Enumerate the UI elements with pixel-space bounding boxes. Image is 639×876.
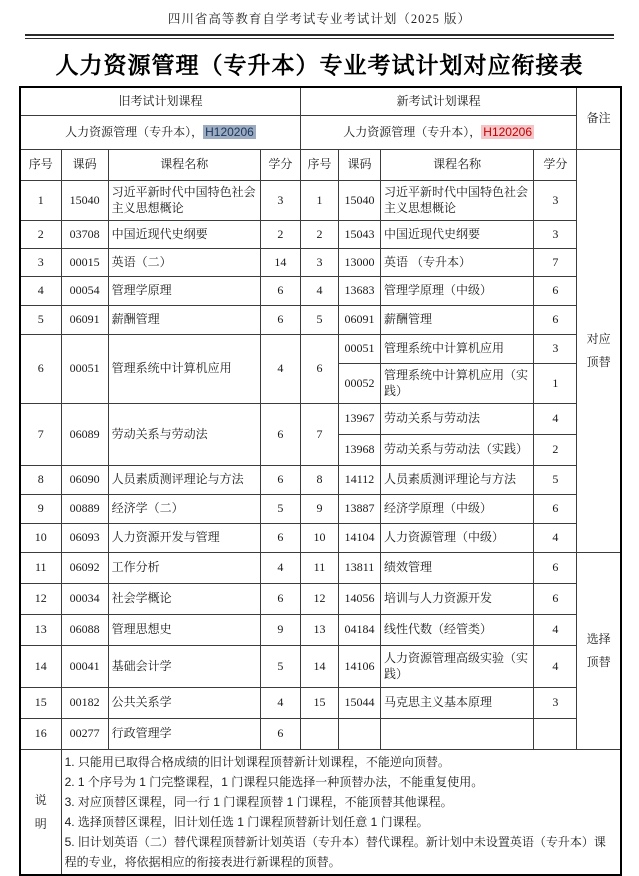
old-code: 06090 [61, 465, 108, 494]
old-num: 6 [20, 334, 61, 403]
old-course-name: 薪酬管理 [108, 305, 260, 334]
new-code-empty [338, 718, 380, 749]
page-title: 人力资源管理（专升本）专业考试计划对应衔接表 [55, 53, 584, 78]
old-credit: 6 [260, 276, 300, 305]
table-row [20, 718, 621, 749]
old-course-name: 基础会计学 [108, 645, 260, 687]
old-code: 06092 [61, 552, 108, 583]
new-course-name: 管理系统中计算机应用（实践） [381, 363, 534, 403]
new-num: 14 [300, 645, 338, 687]
section-header-row [20, 87, 621, 115]
remark-correspond-line2: 顶替 [586, 354, 611, 369]
table-row [20, 645, 621, 687]
new-course-name: 管理学原理（中级） [381, 276, 534, 305]
old-code: 03708 [61, 220, 108, 248]
new-num: 10 [300, 523, 338, 552]
new-credit: 6 [534, 305, 577, 334]
note-item-1: 1. 只能用已取得合格成绩的旧计划课程顶替新计划课程，不能逆向顶替。 [64, 754, 450, 769]
new-course-name: 劳动关系与劳动法 [381, 403, 534, 434]
new-credit: 4 [534, 403, 577, 434]
new-credit: 6 [534, 583, 577, 614]
old-code: 00041 [61, 645, 108, 687]
new-col-credit: 学分 [534, 149, 577, 180]
new-col-code: 课码 [338, 149, 380, 180]
new-credit: 4 [534, 523, 577, 552]
remark-correspond-line1: 对应 [586, 331, 611, 346]
remark-select-line2: 顶替 [586, 654, 611, 669]
old-credit: 6 [260, 305, 300, 334]
new-code: 13683 [338, 276, 380, 305]
old-num: 3 [20, 248, 61, 276]
remark-column-header: 备注 [577, 87, 621, 149]
old-code: 00182 [61, 687, 108, 718]
linkage-table [19, 86, 622, 876]
old-code: 00277 [61, 718, 108, 749]
table-row [20, 305, 621, 334]
notes-label [20, 749, 61, 875]
old-num: 4 [20, 276, 61, 305]
old-num: 5 [20, 305, 61, 334]
old-credit: 3 [260, 180, 300, 220]
old-num: 12 [20, 583, 61, 614]
old-code: 06089 [61, 403, 108, 465]
new-code: 14112 [338, 465, 380, 494]
new-num: 7 [300, 403, 338, 465]
new-code: 00051 [338, 334, 380, 363]
new-num: 3 [300, 248, 338, 276]
old-plan-section-title: 旧考试计划课程 [20, 87, 300, 115]
table-row [20, 614, 621, 645]
page-header: 四川省高等教育自学考试专业考试计划（2025 版） [167, 12, 472, 26]
new-col-name: 课程名称 [381, 149, 534, 180]
old-credit: 5 [260, 645, 300, 687]
old-credit: 6 [260, 403, 300, 465]
old-num: 1 [20, 180, 61, 220]
old-course-name: 经济学（二） [108, 494, 260, 523]
new-code: 13968 [338, 434, 380, 465]
new-num: 12 [300, 583, 338, 614]
note-item-5: 5. 旧计划英语（二）替代课程顶替新计划英语（专升本）替代课程。新计划中未设置英语（专升本）课程的专业，将依据相应的衔接表进行新课程的顶替。 [64, 834, 606, 869]
new-credit: 6 [534, 276, 577, 305]
new-num: 8 [300, 465, 338, 494]
old-course-name: 人员素质测评理论与方法 [108, 465, 260, 494]
old-code: 00034 [61, 583, 108, 614]
new-course-name: 薪酬管理 [381, 305, 534, 334]
old-code: 06088 [61, 614, 108, 645]
notes-label-line2: 明 [34, 816, 47, 831]
note-item-2: 2. 1 个序号为 1 门完整课程，1 门课程只能选择一种顶替办法，不能重复使用。 [64, 774, 484, 789]
column-header-row [20, 149, 621, 180]
new-code: 14056 [338, 583, 380, 614]
new-credit: 2 [534, 434, 577, 465]
new-code: 15040 [338, 180, 380, 220]
notes-row [20, 749, 621, 875]
old-course-name: 英语（二） [108, 248, 260, 276]
old-num: 15 [20, 687, 61, 718]
old-credit: 6 [260, 583, 300, 614]
new-num-empty [300, 718, 338, 749]
table-row [20, 465, 621, 494]
notes-body [61, 749, 621, 875]
table-row [20, 552, 621, 583]
old-code: 06093 [61, 523, 108, 552]
new-credit: 3 [534, 220, 577, 248]
new-num: 11 [300, 552, 338, 583]
new-course-name: 英语 （专升本） [381, 248, 534, 276]
old-course-name: 行政管理学 [108, 718, 260, 749]
table-row [20, 494, 621, 523]
old-course-name: 人力资源开发与管理 [108, 523, 260, 552]
new-credit: 6 [534, 494, 577, 523]
new-credit: 5 [534, 465, 577, 494]
new-course-name: 人力资源管理高级实验（实践） [381, 645, 534, 687]
remark-correspond [577, 149, 621, 552]
table-row [20, 403, 621, 434]
new-credit-empty [534, 718, 577, 749]
old-major-label: 人力资源管理（专升本）， [65, 124, 204, 139]
new-num: 4 [300, 276, 338, 305]
old-credit: 4 [260, 687, 300, 718]
new-course-name: 人员素质测评理论与方法 [381, 465, 534, 494]
new-course-name: 劳动关系与劳动法（实践） [381, 434, 534, 465]
new-course-name: 线性代数（经管类） [381, 614, 534, 645]
new-num: 6 [300, 334, 338, 403]
old-num: 10 [20, 523, 61, 552]
old-course-name: 管理思想史 [108, 614, 260, 645]
remark-select [577, 552, 621, 749]
header-divider [25, 34, 614, 39]
new-num: 2 [300, 220, 338, 248]
old-course-name: 习近平新时代中国特色社会主义思想概论 [108, 180, 260, 220]
old-course-name: 管理学原理 [108, 276, 260, 305]
old-num: 14 [20, 645, 61, 687]
new-num: 15 [300, 687, 338, 718]
old-course-name: 劳动关系与劳动法 [108, 403, 260, 465]
new-code: 06091 [338, 305, 380, 334]
new-course-name: 管理系统中计算机应用 [381, 334, 534, 363]
old-major-code-highlight: H120206 [205, 124, 254, 139]
table-row [20, 334, 621, 363]
old-course-name: 公共关系学 [108, 687, 260, 718]
old-code: 06091 [61, 305, 108, 334]
old-code: 00889 [61, 494, 108, 523]
old-credit: 9 [260, 614, 300, 645]
old-course-name: 工作分析 [108, 552, 260, 583]
new-code: 14104 [338, 523, 380, 552]
old-credit: 4 [260, 334, 300, 403]
new-credit: 3 [534, 180, 577, 220]
new-num: 9 [300, 494, 338, 523]
new-code: 13967 [338, 403, 380, 434]
new-course-name: 培训与人力资源开发 [381, 583, 534, 614]
old-num: 11 [20, 552, 61, 583]
new-code: 15044 [338, 687, 380, 718]
notes-label-line1: 说 [34, 792, 47, 807]
old-credit: 6 [260, 718, 300, 749]
old-num: 7 [20, 403, 61, 465]
old-col-code: 课码 [61, 149, 108, 180]
old-credit: 14 [260, 248, 300, 276]
new-course-name: 中国近现代史纲要 [381, 220, 534, 248]
old-major-cell [20, 115, 300, 149]
new-credit: 6 [534, 552, 577, 583]
new-code: 15043 [338, 220, 380, 248]
old-col-num: 序号 [20, 149, 61, 180]
note-item-3: 3. 对应顶替区课程，同一行 1 门课程顶替 1 门课程，不能顶替其他课程。 [64, 794, 453, 809]
table-row [20, 523, 621, 552]
old-course-name: 中国近现代史纲要 [108, 220, 260, 248]
new-credit: 4 [534, 645, 577, 687]
new-major-code-highlight: H120206 [483, 124, 533, 139]
old-col-credit: 学分 [260, 149, 300, 180]
table-row [20, 180, 621, 220]
new-num: 1 [300, 180, 338, 220]
old-course-name: 社会学概论 [108, 583, 260, 614]
old-num: 8 [20, 465, 61, 494]
note-item-4: 4. 选择顶替区课程，旧计划任选 1 门课程顶替新计划任意 1 门课程。 [64, 814, 429, 829]
new-course-name: 人力资源管理（中级） [381, 523, 534, 552]
old-num: 16 [20, 718, 61, 749]
major-row [20, 115, 621, 149]
new-code: 00052 [338, 363, 380, 403]
old-num: 9 [20, 494, 61, 523]
new-course-name: 马克思主义基本原理 [381, 687, 534, 718]
new-plan-section-title: 新考试计划课程 [300, 87, 576, 115]
table-row [20, 276, 621, 305]
new-credit: 3 [534, 687, 577, 718]
new-credit: 4 [534, 614, 577, 645]
old-code: 15040 [61, 180, 108, 220]
old-num: 2 [20, 220, 61, 248]
new-credit: 1 [534, 363, 577, 403]
old-num: 13 [20, 614, 61, 645]
new-course-name: 绩效管理 [381, 552, 534, 583]
old-credit: 4 [260, 552, 300, 583]
new-course-name-empty [381, 718, 534, 749]
new-code: 13000 [338, 248, 380, 276]
new-code: 13887 [338, 494, 380, 523]
old-credit: 6 [260, 465, 300, 494]
old-credit: 6 [260, 523, 300, 552]
old-credit: 2 [260, 220, 300, 248]
new-credit: 7 [534, 248, 577, 276]
table-row [20, 248, 621, 276]
new-major-label: 人力资源管理（专升本）， [343, 124, 482, 139]
new-code: 04184 [338, 614, 380, 645]
new-num: 5 [300, 305, 338, 334]
old-code: 00051 [61, 334, 108, 403]
table-row [20, 220, 621, 248]
old-code: 00015 [61, 248, 108, 276]
table-row [20, 583, 621, 614]
new-credit: 3 [534, 334, 577, 363]
new-major-cell [300, 115, 576, 149]
old-col-name: 课程名称 [108, 149, 260, 180]
remark-select-line1: 选择 [586, 631, 611, 646]
new-course-name: 习近平新时代中国特色社会主义思想概论 [381, 180, 534, 220]
table-row [20, 687, 621, 718]
new-num: 13 [300, 614, 338, 645]
new-col-num: 序号 [300, 149, 338, 180]
new-code: 13811 [338, 552, 380, 583]
old-credit: 5 [260, 494, 300, 523]
new-code: 14106 [338, 645, 380, 687]
old-course-name: 管理系统中计算机应用 [108, 334, 260, 403]
new-course-name: 经济学原理（中级） [381, 494, 534, 523]
old-code: 00054 [61, 276, 108, 305]
